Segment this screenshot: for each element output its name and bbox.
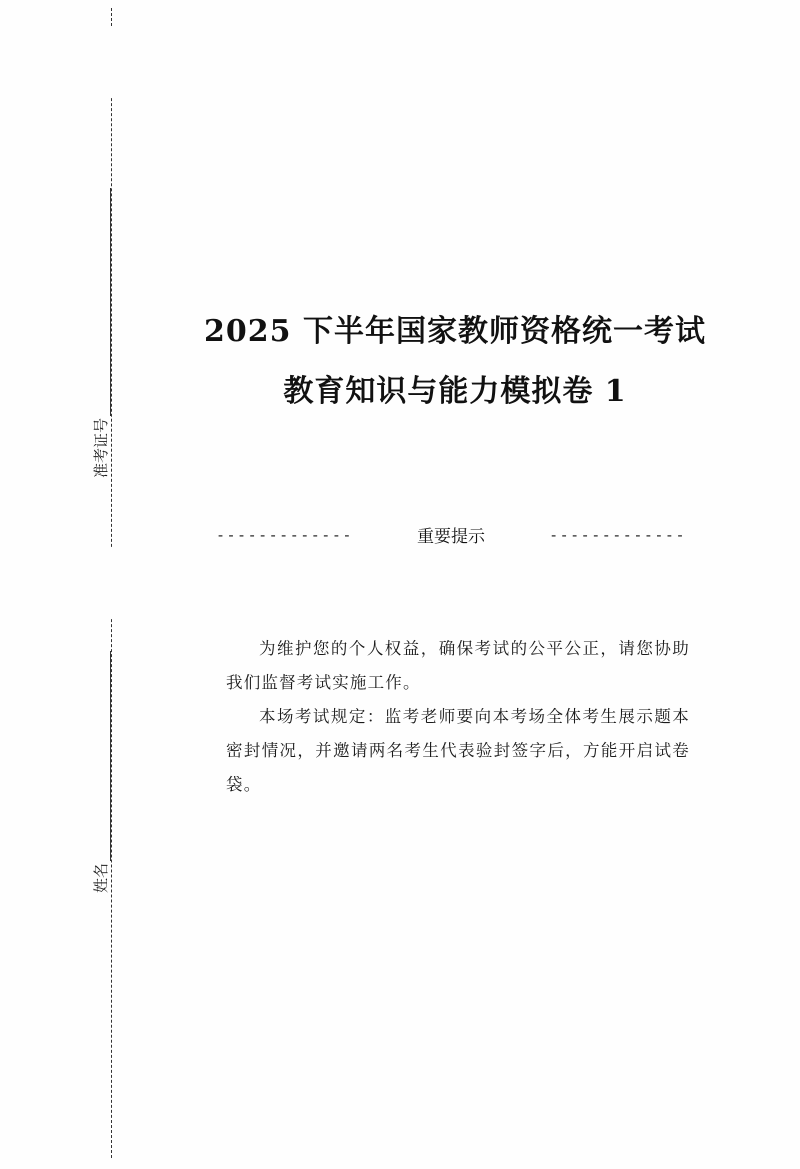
binding-line-gap <box>106 548 118 618</box>
name-field <box>90 651 111 893</box>
notice-heading-row <box>216 522 686 547</box>
name-blank <box>96 651 111 861</box>
notice-paragraph: 为维护您的个人权益，确保考试的公平公正，请您协助我们监督考试实施工作。 <box>226 639 690 692</box>
candidate-id-blank <box>96 188 111 416</box>
candidate-id-label: 准考证号 <box>92 417 110 478</box>
exam-title: 2025 下半年国家教师资格统一考试 <box>204 314 706 349</box>
notice-body <box>226 632 690 802</box>
notice-paragraph: 本场考试规定：监考老师要向本考场全体考生展示题本密封情况，并邀请两名考生代表验封签字后，方能开启试卷袋。 <box>226 707 690 794</box>
notice-heading: 重要提示 <box>417 527 485 547</box>
exam-subtitle: 教育知识与能力模拟卷 1 <box>283 374 627 409</box>
candidate-id-field <box>90 188 111 478</box>
notice-left-dashes: ------------- <box>216 525 353 544</box>
notice-right-dashes: ------------- <box>549 525 686 544</box>
name-label: 姓名 <box>92 862 110 893</box>
binding-line-gap <box>106 28 118 98</box>
